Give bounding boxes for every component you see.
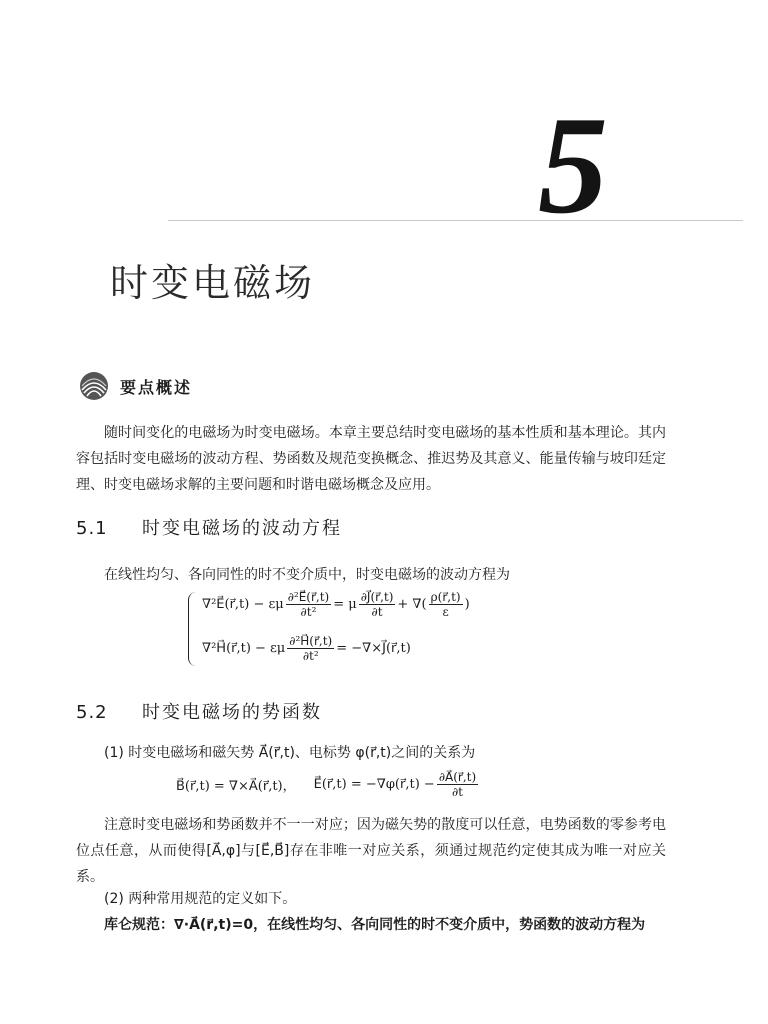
eq-term: E⃗(r⃗,t) = −∇φ(r⃗,t) − [313,777,435,792]
eq-term: ) [464,597,470,612]
eq-term: B⃗(r⃗,t) = ∇×A⃗(r⃗,t)， [176,779,296,794]
section-title: 时变电磁场的势函数 [142,702,322,723]
fraction [437,770,478,799]
denominator: ε [442,605,449,619]
numerator: ρ(r⃗,t) [430,590,461,604]
section-number: 5.1 [76,518,108,539]
eq-term: = μ [333,597,357,612]
denominator: ∂t² [302,649,319,663]
chapter-number: 5 [538,88,608,243]
overview-label: 要点概述 [120,377,193,397]
eq-term: ∇²E⃗(r⃗,t) − εμ [202,597,284,612]
gauge-definitions-intro: (2) 两种常用规范的定义如下。 [104,891,297,907]
fraction [287,634,334,663]
chapter-rule [168,220,743,221]
fraction [429,590,463,619]
eq-term: ∇²H⃗(r⃗,t) − εμ [202,641,286,656]
coulomb-gauge-paragraph: 库仑规范：∇·A⃗(r⃗,t)=0，在线性均匀、各向同性的时不变介质中，势函数的波动方程为 [104,917,646,933]
wave-equation-system [188,590,568,670]
wave-equation-h [202,634,411,663]
numerator: ∂²H⃗(r⃗,t) [289,634,333,648]
denominator: ∂t² [300,605,317,619]
section-heading-5-2 [76,698,322,724]
overview-heading [78,370,192,402]
numerator: ∂A⃗(r⃗,t) [438,770,477,784]
gauge-note-paragraph: 注意时变电磁场和势函数并不一一对应；因为磁矢势的散度可以任意，电势函数的零参考电位点任意，从而使得[A⃗,φ]与[E⃗,B⃗]存在非唯一对应关系，须通过规范约定使其成为唯一对应关系。 [76,817,666,885]
numerator: ∂²E⃗(r⃗,t) [287,590,330,604]
eq-term: + ∇( [397,597,427,612]
eq-term: = −∇×J⃗(r⃗,t) [336,641,411,656]
potential-relation-equations [176,770,480,799]
numerator: ∂J⃗(r⃗,t) [360,590,394,604]
left-brace [188,592,199,666]
fraction [359,590,396,619]
shell-icon [78,370,110,402]
denominator: ∂t [371,605,383,619]
potential-relation-intro: (1) 时变电磁场和磁矢势 A⃗(r⃗,t)、电标势 φ(r⃗,t)之间的关系为 [104,745,476,761]
section-title: 时变电磁场的波动方程 [142,518,342,539]
wave-equation-e [202,590,470,619]
overview-paragraph: 随时间变化的电磁场为时变电磁场。本章主要总结时变电磁场的基本性质和基本理论。其内容包括时变电磁场的波动方程、势函数及规范变换概念、推迟势及其意义、能量传输与坡印廷定理、时变电磁场求解的主要问题和时谐电磁场概念及应用。 [76,425,666,493]
fraction [286,590,332,619]
wave-eq-intro: 在线性均匀、各向同性的时不变介质中，时变电磁场的波动方程为 [104,567,510,583]
section-heading-5-1 [76,514,342,540]
denominator: ∂t [451,785,463,799]
section-number: 5.2 [76,702,108,723]
chapter-title: 时变电磁场 [110,261,316,305]
